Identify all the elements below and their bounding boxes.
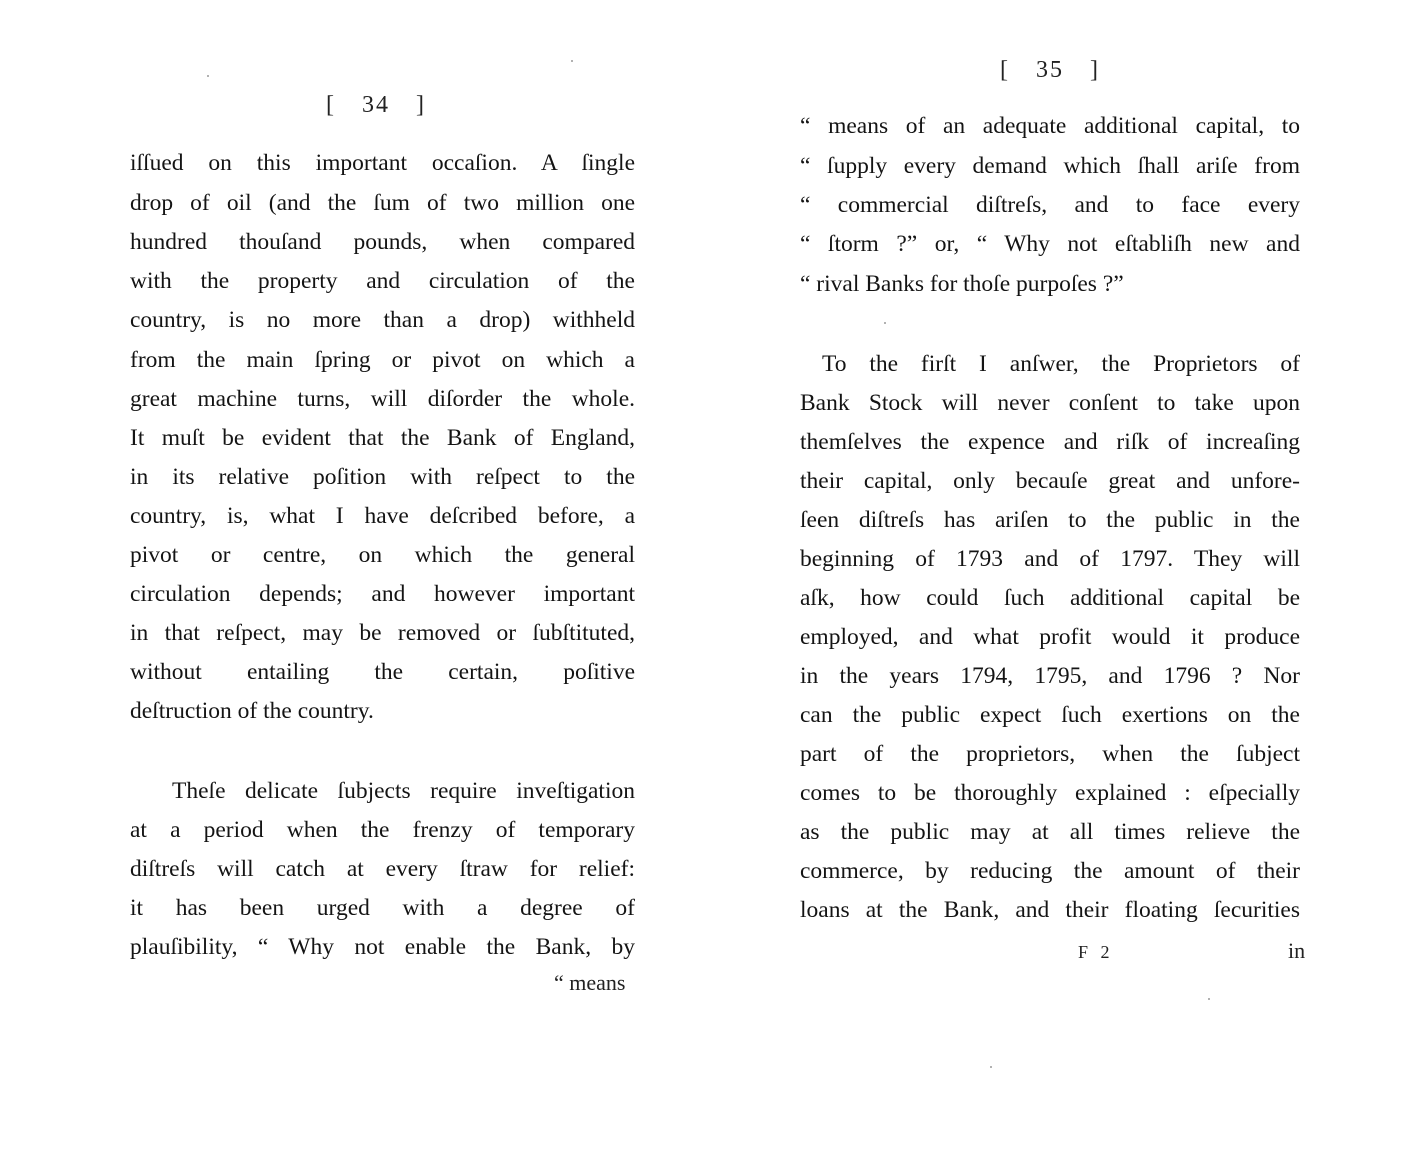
text-line: from the main ſpring or pivot on which a bbox=[130, 347, 635, 373]
text-line: employed, and what profit would it produce bbox=[800, 624, 1300, 650]
text-line: without entailing the certain, poſitive bbox=[130, 659, 635, 685]
text-line: iſſued on this important occaſion. A ſingle bbox=[130, 150, 635, 176]
text-line: beginning of 1793 and of 1797. They will bbox=[800, 546, 1300, 572]
text-line: “ means of an adequate additional capital, to bbox=[800, 113, 1300, 139]
text-line: part of the proprietors, when the ſubject bbox=[800, 741, 1300, 767]
text-line: “ rival Banks for thoſe purpoſes ?” bbox=[800, 271, 1124, 297]
text-line: deſtruction of the country. bbox=[130, 698, 374, 724]
text-line: Theſe delicate ſubjects require inveſtigation bbox=[172, 778, 635, 804]
text-line: commerce, by reducing the amount of their bbox=[800, 858, 1300, 884]
text-line: drop of oil (and the ſum of two million one bbox=[130, 190, 635, 216]
page-number: [ 35 ] bbox=[1000, 57, 1100, 83]
signature-mark: F 2 bbox=[1078, 942, 1114, 962]
text-line: ſeen diſtreſs has ariſen to the public in the bbox=[800, 507, 1300, 533]
text-line: with the property and circulation of the bbox=[130, 268, 635, 294]
text-line: in the years 1794, 1795, and 1796 ? Nor bbox=[800, 663, 1300, 689]
text-line: hundred thouſand pounds, when compared bbox=[130, 229, 635, 255]
text-line: diſtreſs will catch at every ſtraw for relief: bbox=[130, 856, 635, 882]
text-line: “ ſupply every demand which ſhall ariſe from bbox=[800, 153, 1300, 179]
text-line: comes to be thoroughly explained : eſpecially bbox=[800, 780, 1300, 806]
text-line: it has been urged with a degree of bbox=[130, 895, 635, 921]
text-line: circulation depends; and however important bbox=[130, 581, 635, 607]
text-line: pivot or centre, on which the general bbox=[130, 542, 635, 568]
text-line: can the public expect ſuch exertions on the bbox=[800, 702, 1300, 728]
paper-speck bbox=[571, 60, 573, 62]
catchword: “ means bbox=[554, 970, 626, 995]
text-line: It muſt be evident that the Bank of England, bbox=[130, 425, 635, 451]
text-line: their capital, only becauſe great and unfore- bbox=[800, 468, 1300, 494]
text-line: aſk, how could ſuch additional capital be bbox=[800, 585, 1300, 611]
catchword: in bbox=[1288, 938, 1306, 963]
text-line: in that reſpect, may be removed or ſubſtituted, bbox=[130, 620, 635, 646]
paper-speck bbox=[884, 322, 886, 324]
paper-speck bbox=[990, 1066, 992, 1068]
left-page bbox=[130, 90, 650, 1010]
text-line: themſelves the expence and riſk of increaſing bbox=[800, 429, 1300, 455]
text-line: To the firſt I anſwer, the Proprietors of bbox=[822, 351, 1300, 377]
text-line: “ ſtorm ?” or, “ Why not eſtabliſh new and bbox=[800, 231, 1300, 257]
text-line: in its relative poſition with reſpect to the bbox=[130, 464, 635, 490]
text-line: “ commercial diſtreſs, and to face every bbox=[800, 192, 1300, 218]
right-page bbox=[800, 55, 1315, 975]
text-line: great machine turns, will diſorder the whole. bbox=[130, 386, 635, 412]
text-line: at a period when the frenzy of temporary bbox=[130, 817, 635, 843]
paper-speck bbox=[1208, 998, 1210, 1000]
text-line: loans at the Bank, and their floating ſecurities bbox=[800, 897, 1300, 923]
text-line: country, is, what I have deſcribed before, a bbox=[130, 503, 635, 529]
page-number: [ 34 ] bbox=[326, 92, 426, 118]
paper-speck bbox=[207, 75, 209, 77]
text-line: plauſibility, “ Why not enable the Bank, by bbox=[130, 934, 635, 960]
text-line: country, is no more than a drop) withheld bbox=[130, 307, 635, 333]
text-line: Bank Stock will never conſent to take upon bbox=[800, 390, 1300, 416]
text-line: as the public may at all times relieve the bbox=[800, 819, 1300, 845]
